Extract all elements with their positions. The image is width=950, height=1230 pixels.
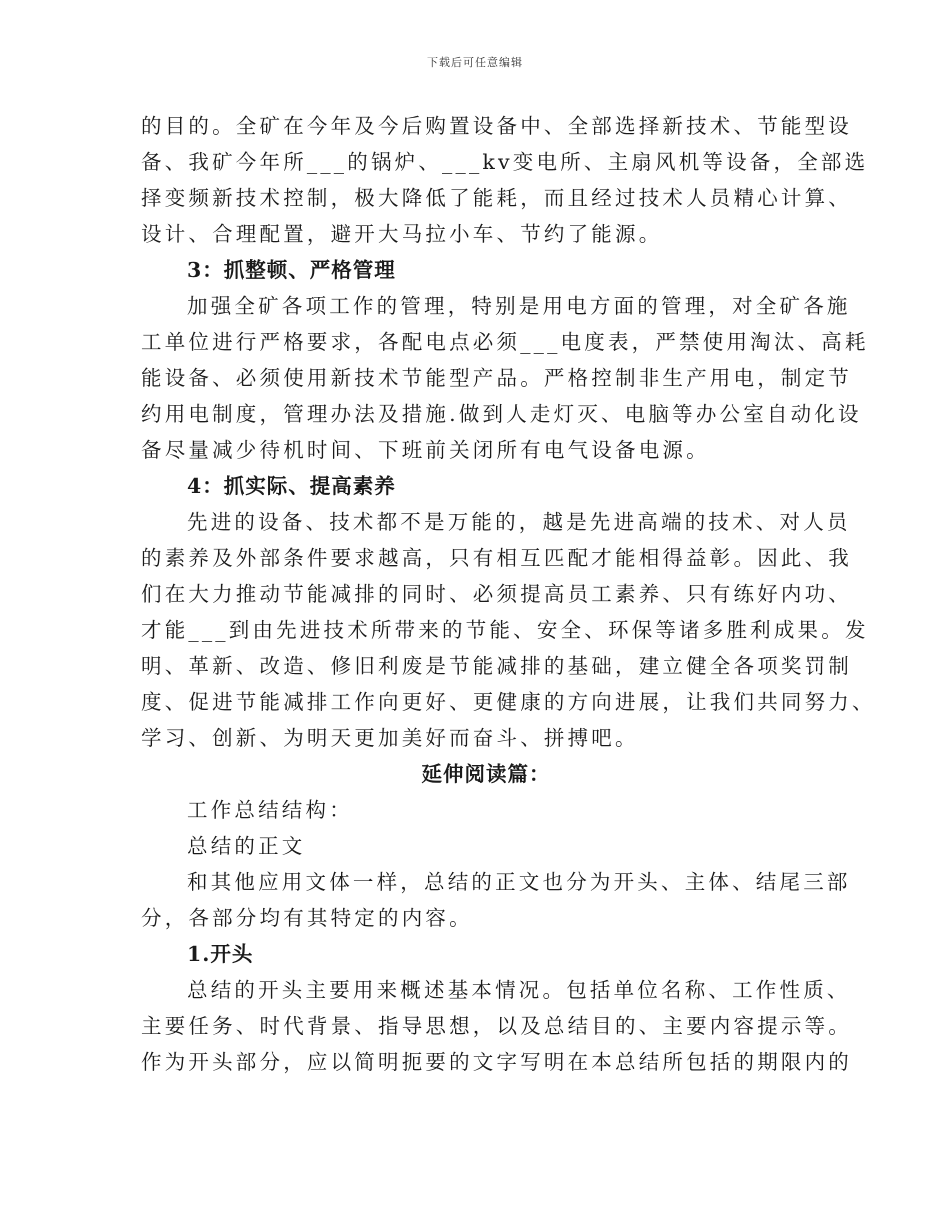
- text-line: 总结的正文: [187, 834, 306, 858]
- text-line: 备尽量减少待机时间、下班前关闭所有电气设备电源。: [141, 438, 710, 462]
- text-line: 加强全矿各项工作的管理，特别是用电方面的管理，对全矿各施: [187, 294, 851, 318]
- section-title: 延伸阅读篇：: [421, 762, 551, 786]
- text-line: 分，各部分均有其特定的内容。: [141, 906, 473, 930]
- text-line: 工作总结结构：: [187, 798, 353, 822]
- page-header: 下载后可任意编辑: [427, 56, 523, 69]
- text-line: 先进的设备、技术都不是万能的，越是先进高端的技术、对人员: [187, 510, 851, 534]
- text-line: 设计、合理配置，避开大马拉小车、节约了能源。: [141, 222, 663, 246]
- text-line: 学习、创新、为明天更加美好而奋斗、拼搏吧。: [141, 726, 639, 750]
- section-heading: 4：抓实际、提高素养: [187, 474, 396, 498]
- text-line: 备、我矿今年所___的锅炉、___kv变电所、主扇风机等设备，全部选: [141, 150, 869, 174]
- section-heading: 3：抓整顿、严格管理: [187, 258, 396, 282]
- text-line: 和其他应用文体一样，总结的正文也分为开头、主体、结尾三部: [187, 870, 851, 894]
- text-line: 约用电制度，管理办法及措施.做到人走灯灭、电脑等办公室自动化设: [141, 402, 862, 426]
- text-line: 主要任务、时代背景、指导思想，以及总结目的、主要内容提示等。: [141, 1014, 852, 1038]
- text-line: 能设备、必须使用新技术节能型产品。严格控制非生产用电，制定节: [141, 366, 852, 390]
- text-line: 择变频新技术控制，极大降低了能耗，而且经过技术人员精心计算、: [141, 186, 852, 210]
- text-line: 明、革新、改造、修旧利废是节能减排的基础，建立健全各项奖罚制: [141, 654, 852, 678]
- document-body: [141, 108, 876, 1080]
- text-line: 的目的。全矿在今年及今后购置设备中、全部选择新技术、节能型设: [141, 114, 852, 138]
- text-line: 总结的开头主要用来概述基本情况。包括单位名称、工作性质、: [187, 978, 851, 1002]
- section-heading: 1.开头: [187, 942, 254, 966]
- text-line: 的素养及外部条件要求越高，只有相互匹配才能相得益彰。因此、我: [141, 546, 852, 570]
- text-line: 才能___到由先进技术所带来的节能、安全、环保等诸多胜利成果。发: [141, 618, 869, 642]
- text-line: 们在大力推动节能减排的同时、必须提高员工素养、只有练好内功、: [141, 582, 852, 606]
- text-line: 作为开头部分，应以简明扼要的文字写明在本总结所包括的期限内的: [141, 1050, 852, 1074]
- text-line: 工单位进行严格要求，各配电点必须___电度表，严禁使用淘汰、高耗: [141, 330, 869, 354]
- text-line: 度、促进节能减排工作向更好、更健康的方向进展，让我们共同努力、: [141, 690, 876, 714]
